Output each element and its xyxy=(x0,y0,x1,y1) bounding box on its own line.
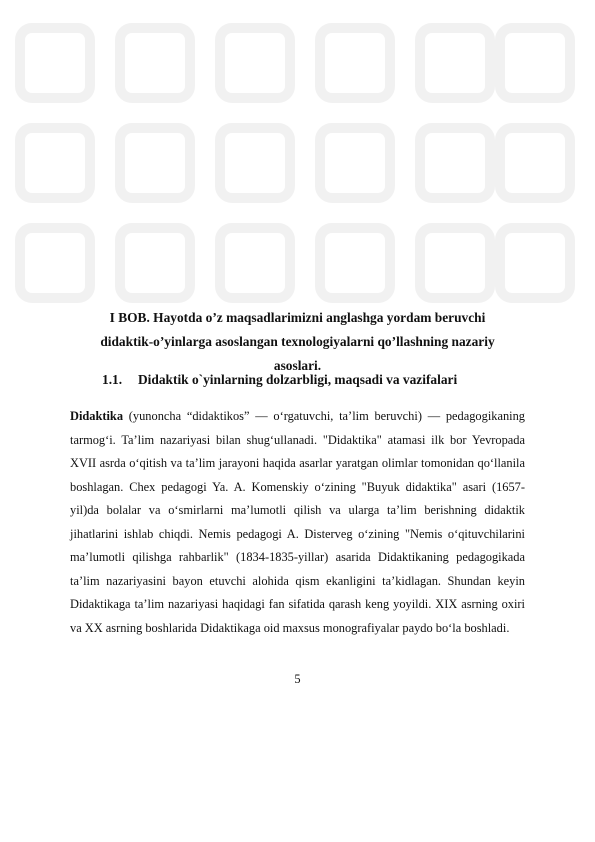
section-title: Didaktik o`yinlarning dolzarbligi, maqsadi va vazifalari xyxy=(138,372,458,387)
section-number: 1.1. xyxy=(102,372,123,387)
section-heading xyxy=(102,368,522,392)
body-term: Didaktika xyxy=(70,409,124,423)
chapter-title-line-2: didaktik-o’yinlarga asoslangan texnologiyalarni qo’llashning nazariy xyxy=(100,334,495,349)
chapter-title-line-1: I BOB. Hayotda o’z maqsadlarimizni anglashga yordam beruvchi xyxy=(109,310,486,325)
body-paragraph xyxy=(70,405,525,640)
body-text: (yunoncha “didaktikos” — o‘rgatuvchi, ta’lim beruvchi) — pedagogikaning tarmog‘i. Ta’lim nazariyasi bilan shug‘ullanadi. "Didaktika" atamasi ilk bor Yevropada XVII asrda o‘qitish va ta’lim jarayoni haqida asarlar yaratgan olimlar tomonidan qo‘llanila boshlagan. Chex pedagogi Ya. A. Komenskiy o‘zining "Buyuk didaktika" asari (1657-yil)da bolalar va o‘smirlarni ma’lumotli qilish va ularga ta’lim berishning didaktik jihatlarini ishlab chiqdi. Nemis pedagogi A. Disterveg o‘zining "Nemis o‘qituvchilarini ma’lumotli qilishga rahbarlik" (1834-1835-yillar) asarida Didaktikaning pedagogikada ta’lim nazariyasini bayon etuvchi alohida qism ekanligini ta’kidlagan. Shundan keyin Didaktikaga ta’lim nazariyasi haqidagi fan sifatida qarash keng yoyildi. XIX asrning oxiri va XX asrning boshlarida Didaktikaga oid maxsus monografiyalar paydo bo‘la boshladi. xyxy=(70,409,525,635)
page-number: 5 xyxy=(294,672,301,686)
chapter-title-line-3: asoslari. xyxy=(273,358,322,373)
watermark-pattern xyxy=(0,8,595,308)
